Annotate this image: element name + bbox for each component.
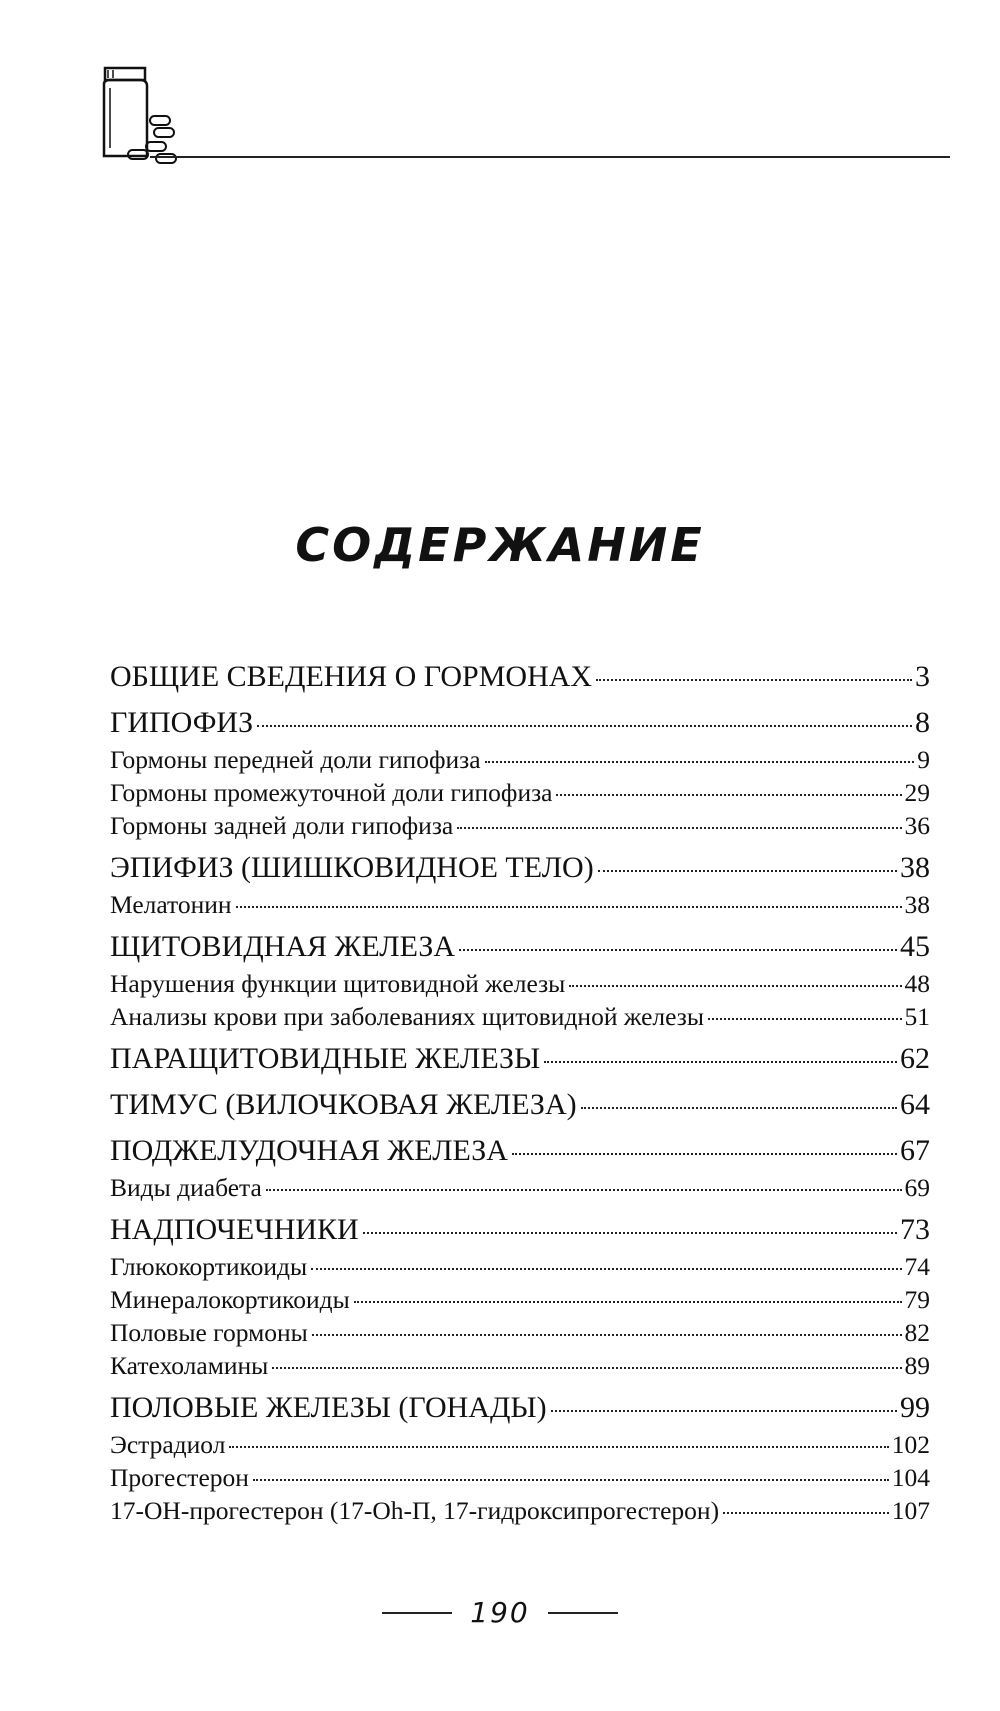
- toc-entry-label: Эстрадиол: [110, 1430, 226, 1459]
- toc-leader-dots: [596, 676, 912, 681]
- toc-leader-dots: [457, 824, 901, 829]
- toc-leader-dots: [257, 722, 912, 727]
- toc-entry-page: 51: [904, 1002, 930, 1031]
- toc-entry-page: 38: [900, 851, 930, 884]
- toc-entry-page: 9: [917, 745, 930, 774]
- toc-subsection: [110, 1430, 930, 1463]
- toc-entry-label: ПОЛОВЫЕ ЖЕЛЕЗЫ (ГОНАДЫ): [110, 1391, 547, 1424]
- toc-entry-label: Катехоламины: [110, 1351, 269, 1380]
- toc-entry-page: 38: [904, 890, 930, 919]
- toc-subsection: [110, 969, 930, 1002]
- toc-entry-label: Нарушения функции щитовидной железы: [110, 969, 566, 998]
- toc-leader-dots: [253, 1476, 889, 1481]
- toc-leader-dots: [551, 1407, 897, 1412]
- toc-entry-label: Глюкокортикоиды: [110, 1252, 308, 1281]
- toc-entry-page: 8: [915, 706, 930, 739]
- toc-subsection: [110, 778, 930, 811]
- toc-entry-label: ЩИТОВИДНАЯ ЖЕЛЕЗА: [110, 930, 456, 963]
- toc-entry-label: ПАРАЩИТОВИДНЫЕ ЖЕЛЕЗЫ: [110, 1042, 541, 1075]
- toc-leader-dots: [266, 1186, 902, 1191]
- toc-entry-page: 104: [891, 1463, 930, 1492]
- toc-leader-dots: [598, 867, 897, 872]
- footer-rule-right: [548, 1612, 618, 1614]
- toc-entry-label: 17-ОН-прогестерон (17-Oh-П, 17-гидроксипрогестерон): [110, 1496, 720, 1525]
- toc-entry-label: ОБЩИЕ СВЕДЕНИЯ О ГОРМОНАХ: [110, 660, 593, 693]
- toc-entry-page: 29: [904, 778, 930, 807]
- toc-section: [110, 660, 930, 699]
- toc-leader-dots: [708, 1015, 902, 1020]
- toc-leader-dots: [485, 758, 915, 763]
- toc-entry-page: 69: [904, 1173, 930, 1202]
- toc-entry-label: Виды диабета: [110, 1173, 262, 1202]
- toc-subsection: [110, 1318, 930, 1351]
- toc-entry-page: 62: [900, 1042, 930, 1075]
- toc-entry-page: 102: [891, 1430, 930, 1459]
- toc-section: [110, 1134, 930, 1173]
- toc-subsection: [110, 1173, 930, 1206]
- toc-entry-page: 99: [900, 1391, 930, 1424]
- toc-subsection: [110, 1252, 930, 1285]
- toc-leader-dots: [569, 982, 901, 987]
- toc-subsection: [110, 1351, 930, 1384]
- toc-leader-dots: [581, 1104, 897, 1109]
- toc-leader-dots: [512, 1150, 897, 1155]
- toc-entry-page: 36: [904, 811, 930, 840]
- toc-entry-label: ЭПИФИЗ (ШИШКОВИДНОЕ ТЕЛО): [110, 851, 594, 884]
- toc-section: [110, 930, 930, 969]
- toc-section: [110, 1042, 930, 1081]
- toc-subsection: [110, 811, 930, 844]
- toc-leader-dots: [544, 1058, 897, 1063]
- toc-leader-dots: [459, 946, 897, 951]
- toc-subsection: [110, 1463, 930, 1496]
- toc-entry-page: 3: [915, 660, 930, 693]
- toc-subsection: [110, 890, 930, 923]
- toc-leader-dots: [236, 903, 902, 908]
- toc-entry-page: 74: [904, 1252, 930, 1281]
- toc-section: [110, 1088, 930, 1127]
- toc-entry-page: 79: [904, 1285, 930, 1314]
- toc-leader-dots: [229, 1443, 888, 1448]
- toc-entry-label: Гормоны промежуточной доли гипофиза: [110, 778, 553, 807]
- toc-entry-label: Гормоны задней доли гипофиза: [110, 811, 454, 840]
- toc-entry-label: ТИМУС (ВИЛОЧКОВАЯ ЖЕЛЕЗА): [110, 1088, 577, 1121]
- toc-entry-page: 48: [904, 969, 930, 998]
- toc-subsection: [110, 745, 930, 778]
- toc-entry-label: Анализы крови при заболеваниях щитовидной железы: [110, 1002, 704, 1031]
- page-footer: [0, 1596, 1000, 1629]
- toc-entry-page: 64: [900, 1088, 930, 1121]
- toc-entry-page: 73: [900, 1213, 930, 1246]
- toc-entry-label: Гормоны передней доли гипофиза: [110, 745, 481, 774]
- toc-entry-page: 82: [904, 1318, 930, 1347]
- page-title: СОДЕРЖАНИЕ: [295, 518, 705, 572]
- toc-leader-dots: [723, 1509, 889, 1514]
- table-of-contents: [110, 660, 930, 1529]
- footer-rule-left: [382, 1612, 452, 1614]
- toc-entry-label: Половые гормоны: [110, 1318, 308, 1347]
- toc-entry-page: 89: [904, 1351, 930, 1380]
- toc-entry-page: 45: [900, 930, 930, 963]
- toc-entry-label: НАДПОЧЕЧНИКИ: [110, 1213, 359, 1246]
- toc-subsection: [110, 1496, 930, 1529]
- toc-section: [110, 706, 930, 745]
- toc-entry-label: Прогестерон: [110, 1463, 249, 1492]
- toc-section: [110, 1391, 930, 1430]
- toc-subsection: [110, 1002, 930, 1035]
- toc-section: [110, 1213, 930, 1252]
- toc-leader-dots: [556, 791, 901, 796]
- toc-entry-label: ГИПОФИЗ: [110, 706, 254, 739]
- toc-entry-label: Минералокортикоиды: [110, 1285, 350, 1314]
- pill-bottle-icon: [102, 64, 192, 168]
- header-rule: [150, 156, 950, 158]
- toc-entry-page: 107: [891, 1496, 930, 1525]
- toc-section: [110, 851, 930, 890]
- toc-leader-dots: [272, 1364, 901, 1369]
- toc-leader-dots: [311, 1265, 901, 1270]
- toc-entry-label: ПОДЖЕЛУДОЧНАЯ ЖЕЛЕЗА: [110, 1134, 508, 1167]
- toc-subsection: [110, 1285, 930, 1318]
- toc-entry-page: 67: [900, 1134, 930, 1167]
- toc-entry-label: Мелатонин: [110, 890, 232, 919]
- toc-leader-dots: [312, 1331, 902, 1336]
- toc-leader-dots: [354, 1298, 902, 1303]
- toc-leader-dots: [363, 1229, 897, 1234]
- page-number: 190: [470, 1596, 530, 1629]
